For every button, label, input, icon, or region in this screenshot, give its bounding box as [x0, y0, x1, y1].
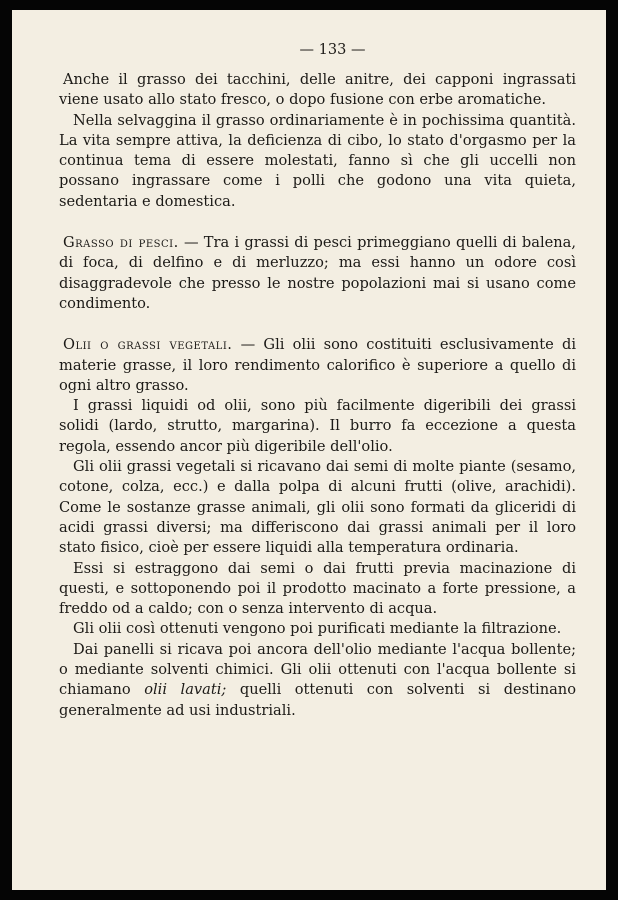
page-number: — 133 —	[299, 42, 366, 58]
section-heading: Olii o grassi vegetali.	[63, 336, 233, 354]
paragraph	[59, 233, 576, 314]
section-heading: Grasso di pesci.	[63, 234, 179, 252]
italic-term: olii lavati;	[144, 681, 227, 699]
paragraph: Nella selvaggina il grasso ordinariamente è in pochissima quantità. La vita sempre attiva, la deficienza di cibo, lo stato d'orgasmo per la continua tema di essere molestati, fanno sì che gli uccelli non possano ingrassare come i polli che godono una vita quieta, sedentaria e domestica.	[59, 111, 576, 210]
section-text: — Gli olii sono costituiti esclusivamente di materie grasse, il loro rendimento calorifico è superiore a quello di ogni altro grasso.	[59, 336, 576, 394]
paragraph: Essi si estraggono dai semi o dai frutti previa macinazione di questi, e sottoponendo poi il prodotto macinato a forte pressione, a freddo od a caldo; con o senza intervento di acqua.	[59, 559, 576, 618]
text-run: Dai panelli si ricava poi ancora dell'olio mediante l'acqua bollente; o mediante solventi chimici. Gli olii ottenuti con l'acqua bollente si chiamano	[59, 640, 576, 699]
intro-block	[59, 70, 576, 212]
paragraph: I grassi liquidi od olii, sono più facilmente digeribili dei grassi solidi (lardo, strutto, margarina). Il burro fa eccezione a questa regola, essendo ancor più digeribile dell'olio.	[59, 397, 576, 455]
section-gap	[59, 314, 576, 335]
paragraph	[59, 640, 576, 721]
fish-section	[59, 233, 576, 314]
book-page	[12, 10, 606, 890]
paragraph	[59, 335, 576, 396]
section-text: — Tra i grassi di pesci primeggiano quelli di balena, di foca, di delfino e di merluzzo; ma essi hanno un odore così disaggradevole che presso le nostre popolazioni mai si usano come condimento.	[59, 234, 577, 312]
vegetable-oils-section	[59, 335, 576, 721]
paragraph: Anche il grasso dei tacchini, delle anitre, dei capponi ingrassati viene usato allo stato fresco, o dopo fusione con erbe aromatiche.	[59, 71, 576, 109]
section-gap	[59, 212, 576, 233]
text-run: quelli ottenuti con solventi si destinano generalmente ad usi industriali.	[59, 681, 576, 719]
paragraph: Gli olii così ottenuti vengono poi purificati mediante la filtrazione.	[73, 620, 562, 638]
paragraph: Gli olii grassi vegetali si ricavano dai semi di molte piante (sesamo, cotone, colza, ecc.) e dalla polpa di alcuni frutti (olive, arachidi). Come le sostanze grasse animali, gli olii sono formati da gliceridi di acidi grassi diversi; ma differiscono dai grassi animali per il loro stato fisico, cioè per essere liquidi alla temperatura ordinaria.	[59, 458, 576, 557]
